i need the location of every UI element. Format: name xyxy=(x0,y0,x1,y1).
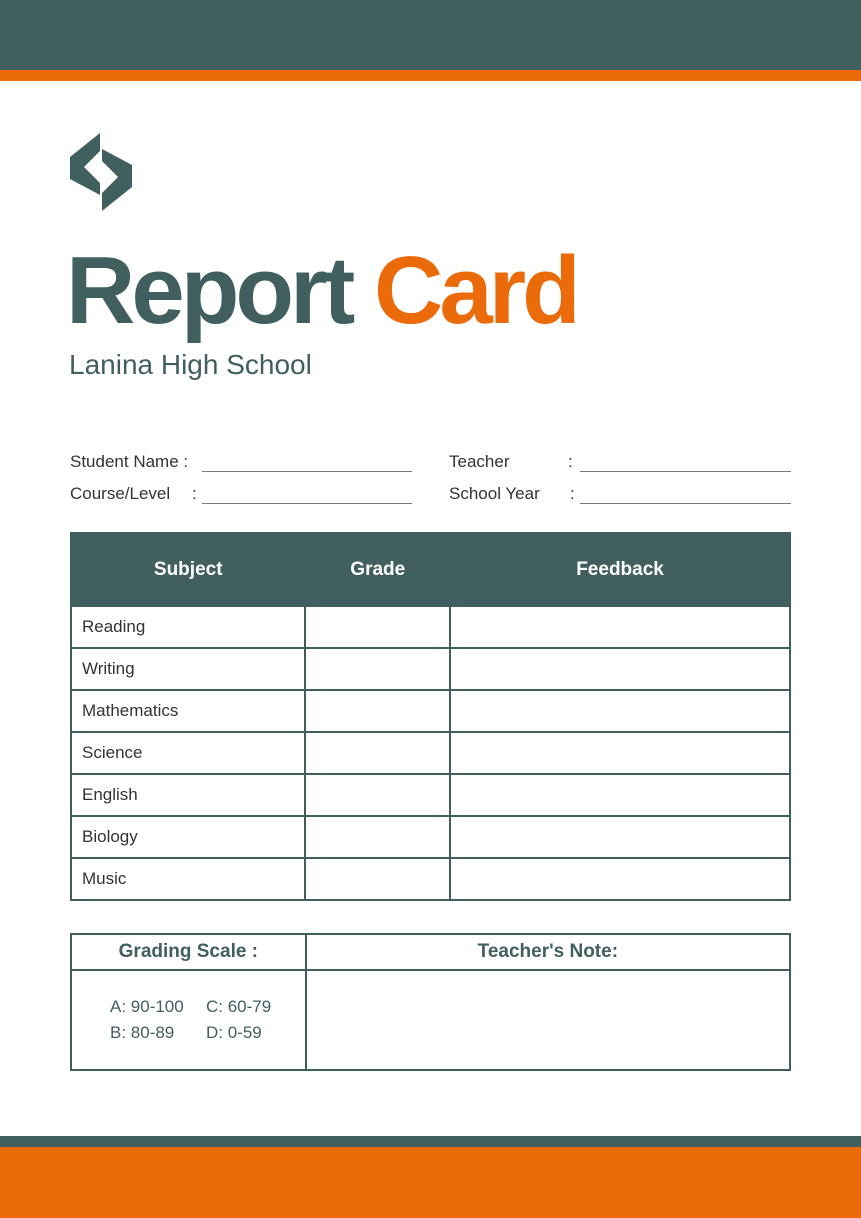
grade-cell[interactable] xyxy=(305,648,450,690)
scale-item-d: D: 0-59 xyxy=(206,1023,262,1042)
scale-item-b: B: 80-89 xyxy=(110,1023,175,1042)
grading-scale-title: Grading Scale : xyxy=(71,934,306,970)
scale-item-a: A: 90-100 xyxy=(110,997,184,1016)
bottom-band xyxy=(0,1147,861,1218)
table-row xyxy=(71,648,790,690)
table-row xyxy=(71,732,790,774)
scale-note-header-row xyxy=(71,934,790,970)
table-row xyxy=(71,774,790,816)
grade-cell[interactable] xyxy=(305,774,450,816)
school-year-input[interactable] xyxy=(580,503,791,504)
feedback-cell[interactable] xyxy=(450,732,790,774)
grade-cell[interactable] xyxy=(305,858,450,900)
subject-cell: English xyxy=(71,774,305,816)
grade-header: Grade xyxy=(305,533,450,606)
grade-cell[interactable] xyxy=(305,690,450,732)
subject-cell: Writing xyxy=(71,648,305,690)
subject-cell: Mathematics xyxy=(71,690,305,732)
grades-table xyxy=(70,532,791,901)
subject-cell: Reading xyxy=(71,606,305,648)
teacher-label: Teacher xyxy=(449,452,510,471)
grades-header-row xyxy=(71,533,790,606)
top-band xyxy=(0,0,861,70)
feedback-header: Feedback xyxy=(450,533,790,606)
subject-cell: Science xyxy=(71,732,305,774)
grade-cell[interactable] xyxy=(305,732,450,774)
grading-scale-box xyxy=(71,970,306,1070)
course-level-input[interactable] xyxy=(202,503,412,504)
title-report: Report xyxy=(66,237,352,344)
school-year-label: School Year xyxy=(449,484,540,503)
subject-cell: Biology xyxy=(71,816,305,858)
teacher-field xyxy=(449,452,791,476)
school-year-colon: : xyxy=(570,484,575,503)
feedback-cell[interactable] xyxy=(450,816,790,858)
student-name-field xyxy=(70,452,412,476)
scale-row-2 xyxy=(110,1020,305,1046)
course-level-colon: : xyxy=(192,484,197,503)
teacher-note-title: Teacher's Note: xyxy=(306,934,790,970)
bottom-accent-stripe xyxy=(0,1136,861,1147)
table-row xyxy=(71,690,790,732)
grade-cell[interactable] xyxy=(305,606,450,648)
teacher-colon: : xyxy=(568,452,573,471)
top-accent-stripe xyxy=(0,70,861,81)
title-card: Card xyxy=(374,237,577,344)
subject-header: Subject xyxy=(71,533,305,606)
feedback-cell[interactable] xyxy=(450,648,790,690)
course-level-label: Course/Level xyxy=(70,484,171,503)
course-level-field xyxy=(70,484,412,508)
teacher-input[interactable] xyxy=(580,471,791,472)
school-year-field xyxy=(449,484,791,508)
grade-cell[interactable] xyxy=(305,816,450,858)
feedback-cell[interactable] xyxy=(450,606,790,648)
student-name-input[interactable] xyxy=(202,471,412,472)
feedback-cell[interactable] xyxy=(450,858,790,900)
feedback-cell[interactable] xyxy=(450,690,790,732)
subject-cell: Music xyxy=(71,858,305,900)
page-title xyxy=(66,236,577,346)
table-row xyxy=(71,858,790,900)
scale-and-note-table xyxy=(70,933,791,1071)
scale-note-body-row xyxy=(71,970,790,1070)
table-row xyxy=(71,816,790,858)
table-row xyxy=(71,606,790,648)
school-name: Lanina High School xyxy=(69,349,312,380)
student-name-label: Student Name : xyxy=(70,452,189,471)
scale-item-c: C: 60-79 xyxy=(206,997,272,1016)
feedback-cell[interactable] xyxy=(450,774,790,816)
teacher-note-box[interactable] xyxy=(306,970,790,1070)
school-logo-icon xyxy=(70,133,132,211)
scale-row-1 xyxy=(110,994,305,1020)
